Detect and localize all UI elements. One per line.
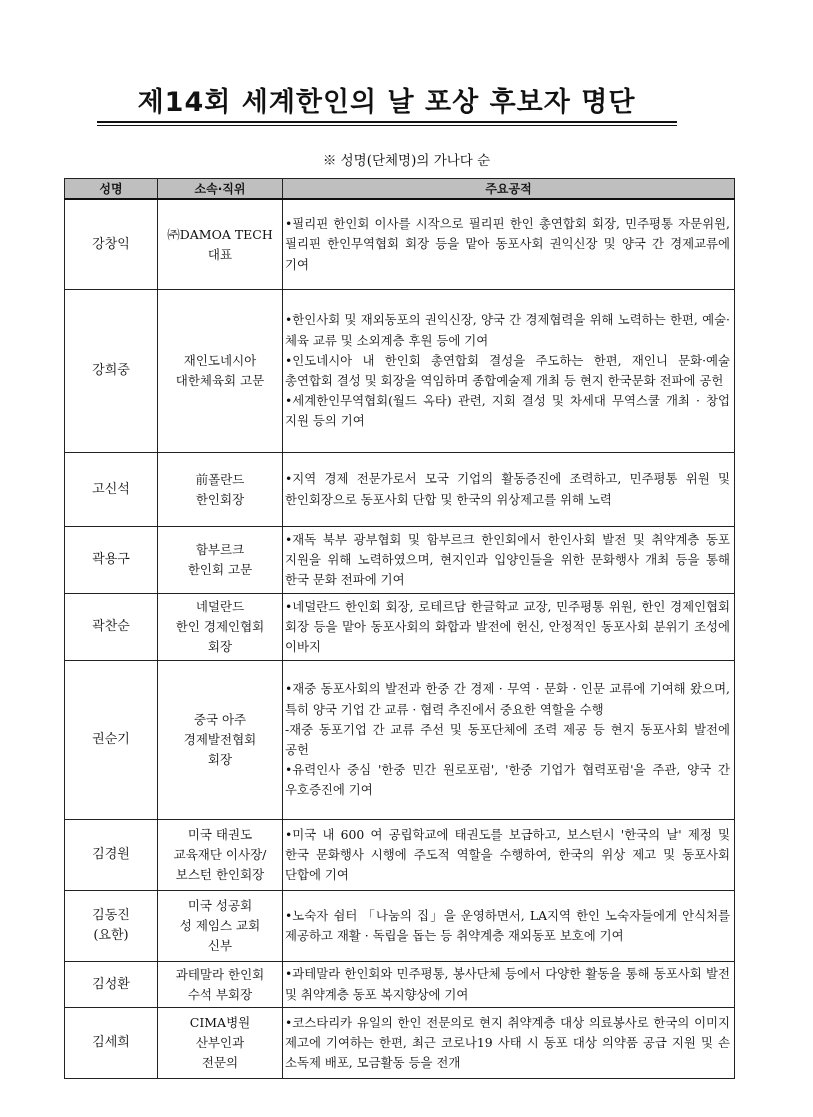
table-row [65, 820, 735, 891]
affiliation-line: 수석 부회장 [187, 986, 253, 1002]
header-affiliation: 소속·직위 [158, 179, 283, 200]
affiliation-line: 중국 아주 [193, 712, 247, 727]
achievement-item: •미국 내 600 여 공립학교에 태권도를 보급하고, 보스턴시 '한국의 날' 제정 및 한국 문화행사 시행에 주도적 역할을 수행하여, 한국의 위상 제고 및 동포사회 단합에 기여 [285, 826, 730, 883]
affiliation-cell [158, 199, 283, 290]
sort-note: ※ 성명(단체명)의 가나다 순 [322, 153, 491, 169]
table-row [65, 527, 735, 594]
affiliation-line: 경제발전협회 [183, 732, 257, 747]
title-underline-thin [97, 125, 677, 126]
table-row [65, 962, 735, 1008]
table-row [65, 290, 735, 453]
candidate-name: 김경원 [92, 847, 130, 862]
affiliation-cell [158, 820, 283, 891]
affiliation-line: 전문의 [201, 1055, 239, 1070]
affiliation-line: 한인회장 [195, 491, 245, 507]
table-row [65, 453, 735, 527]
title-underline [97, 121, 677, 123]
affiliation-cell [158, 290, 283, 453]
candidate-name: 곽찬순 [92, 619, 130, 634]
achievement-item: •한인사회 및 재외동포의 권익신장, 양국 간 경제협력을 위해 노력하는 한편, 예술·체육 교류 및 소외계층 후원 등에 기여 [285, 312, 730, 348]
achievements-cell [283, 594, 735, 661]
candidate-name: 김동진 [92, 908, 130, 923]
candidate-name-cell [65, 1008, 158, 1079]
achievements-cell [283, 891, 735, 962]
candidate-name: 김세희 [92, 1035, 130, 1050]
achievements-cell [283, 199, 735, 290]
achievements-cell [283, 290, 735, 453]
affiliation-cell [158, 594, 283, 661]
candidate-name: (요한) [93, 928, 129, 943]
affiliation-line: 성 제임스 교회 [179, 918, 261, 933]
affiliation-line: 회장 [207, 639, 233, 654]
affiliation-line: 재인도네시아 [183, 353, 257, 368]
header-name: 성명 [65, 179, 158, 200]
affiliation-line: CIMA병원 [189, 1015, 251, 1030]
achievement-item: •재독 북부 광부협회 및 함부르크 한인회에서 한인사회 발전 및 취약계층 동포 지원을 위해 노력하였으며, 현지인과 입양인들을 위한 문화행사 개최 등을 통해 한국 문화 전파에 기여 [285, 531, 730, 588]
candidate-name: 김성환 [92, 976, 130, 992]
achievement-item: •재중 동포사회의 발전과 한중 간 경제 · 무역 · 문화 · 인문 교류에 기여해 왔으며, 특히 양국 기업 간 교류 · 협력 추진에서 중요한 역할을 수행 [285, 681, 730, 717]
achievements-cell [283, 1008, 735, 1079]
candidate-name-cell [65, 453, 158, 527]
affiliation-cell [158, 527, 283, 594]
table-row [65, 891, 735, 962]
achievement-item: •필리핀 한인회 이사를 시작으로 필리핀 한인 총연합회 회장, 민주평통 자문위원, 필리핀 한인무역협회 회장 등을 맡아 동포사회 권익신장 및 양국 간 경제교류에 기여 [285, 216, 730, 272]
affiliation-line: ㈜DAMOA TECH [167, 226, 273, 242]
affiliation-cell [158, 891, 283, 962]
affiliation-line: 대표 [207, 246, 233, 262]
candidate-name-cell [65, 962, 158, 1008]
candidate-name-cell [65, 199, 158, 290]
affiliation-line: 신부 [207, 938, 233, 953]
affiliation-line: 교육재단 이사장/ [173, 847, 267, 862]
affiliation-cell [158, 661, 283, 820]
affiliation-line: 미국 태권도 [187, 827, 253, 842]
table-row [65, 199, 735, 290]
page-title: 제14회 세계한인의 날 포상 후보자 명단 [137, 87, 636, 118]
affiliation-line: 과테말라 한인회 [175, 966, 265, 982]
affiliation-cell [158, 1008, 283, 1079]
achievements-cell [283, 820, 735, 891]
affiliation-line: 산부인과 [195, 1035, 245, 1050]
candidate-name-cell [65, 891, 158, 962]
candidate-table [64, 178, 735, 1079]
achievement-item: •코스타리카 유일의 한인 전문의로 현지 취약계층 대상 의료봉사로 한국의 이미지 제고에 기여하는 한편, 최근 코로나19 사태 시 동포 대상 의약품 공급 지원 및 손 소독제 배포, 모금활동 등을 전개 [285, 1014, 730, 1071]
affiliation-line: 한인회 고문 [187, 562, 253, 577]
achievement-item: •과테말라 한인회와 민주평통, 봉사단체 등에서 다양한 활동을 통해 동포사회 발전 및 취약계층 동포 복지향상에 기여 [285, 966, 730, 1002]
affiliation-line: 미국 성공회 [187, 898, 253, 913]
affiliation-line: 함부르크 [195, 542, 245, 557]
table-row [65, 1008, 735, 1079]
achievements-cell [283, 962, 735, 1008]
achievement-item: •지역 경제 전문가로서 모국 기업의 활동증진에 조력하고, 민주평통 위원 및 한인회장으로 동포사회 단합 및 한국의 위상제고를 위해 노력 [285, 471, 730, 507]
affiliation-line: 네덜란드 [195, 599, 245, 614]
affiliation-cell [158, 453, 283, 527]
candidate-name-cell [65, 527, 158, 594]
achievement-item: •노숙자 쉼터 「나눔의 집」을 운영하면서, LA지역 한인 노숙자들에게 안식처를 제공하고 재활 · 독립을 돕는 등 취약계층 재외동포 보호에 기여 [285, 907, 730, 943]
candidate-name-cell [65, 594, 158, 661]
affiliation-line: 회장 [207, 752, 233, 767]
achievements-cell [283, 527, 735, 594]
affiliation-line: 대한체육회 고문 [175, 373, 265, 388]
candidate-name: 고신석 [92, 481, 130, 497]
achievement-item: •네덜란드 한인회 회장, 로테르담 한글학교 교장, 민주평통 위원, 한인 경제인협회 회장 등을 맡아 동포사회의 화합과 발전에 헌신, 안정적인 동포사회 분위기 조성에 이바지 [285, 598, 730, 655]
achievement-item: -재중 동포기업 간 교류 주선 및 동포단체에 조력 제공 등 현지 동포사회 발전에 공헌 [285, 721, 730, 757]
achievement-item: •인도네시아 내 한인회 총연합회 결성을 주도하는 한편, 재인니 문화·예술 총연합회 결성 및 회장을 역임하며 종합예술제 개최 등 현지 한국문화 전파에 공헌 [285, 352, 730, 388]
candidate-name: 강창익 [92, 236, 130, 252]
achievement-item: •세계한인무역협회(월드 옥타) 관련, 지회 결성 및 차세대 무역스쿨 개최 · 창업 지원 등의 기여 [285, 393, 730, 429]
candidate-name: 곽용구 [92, 552, 130, 567]
header-achievements: 주요공적 [283, 179, 735, 200]
candidate-name: 강희중 [92, 363, 130, 378]
table-row [65, 594, 735, 661]
candidate-name-cell [65, 661, 158, 820]
affiliation-line: 前폴란드 [195, 471, 245, 487]
achievements-cell [283, 453, 735, 527]
table-row [65, 661, 735, 820]
affiliation-cell [158, 962, 283, 1008]
table-header-row [65, 179, 735, 200]
candidate-name: 권순기 [92, 732, 130, 747]
affiliation-line: 보스턴 한인회장 [175, 867, 265, 882]
candidate-name-cell [65, 290, 158, 453]
achievement-item: •유력인사 중심 '한중 민간 원로포럼', '한중 기업가 협력포럼'을 주관, 양국 간 우호증진에 기여 [285, 762, 730, 798]
achievements-cell [283, 661, 735, 820]
candidate-name-cell [65, 820, 158, 891]
affiliation-line: 한인 경제인협회 [175, 619, 265, 634]
